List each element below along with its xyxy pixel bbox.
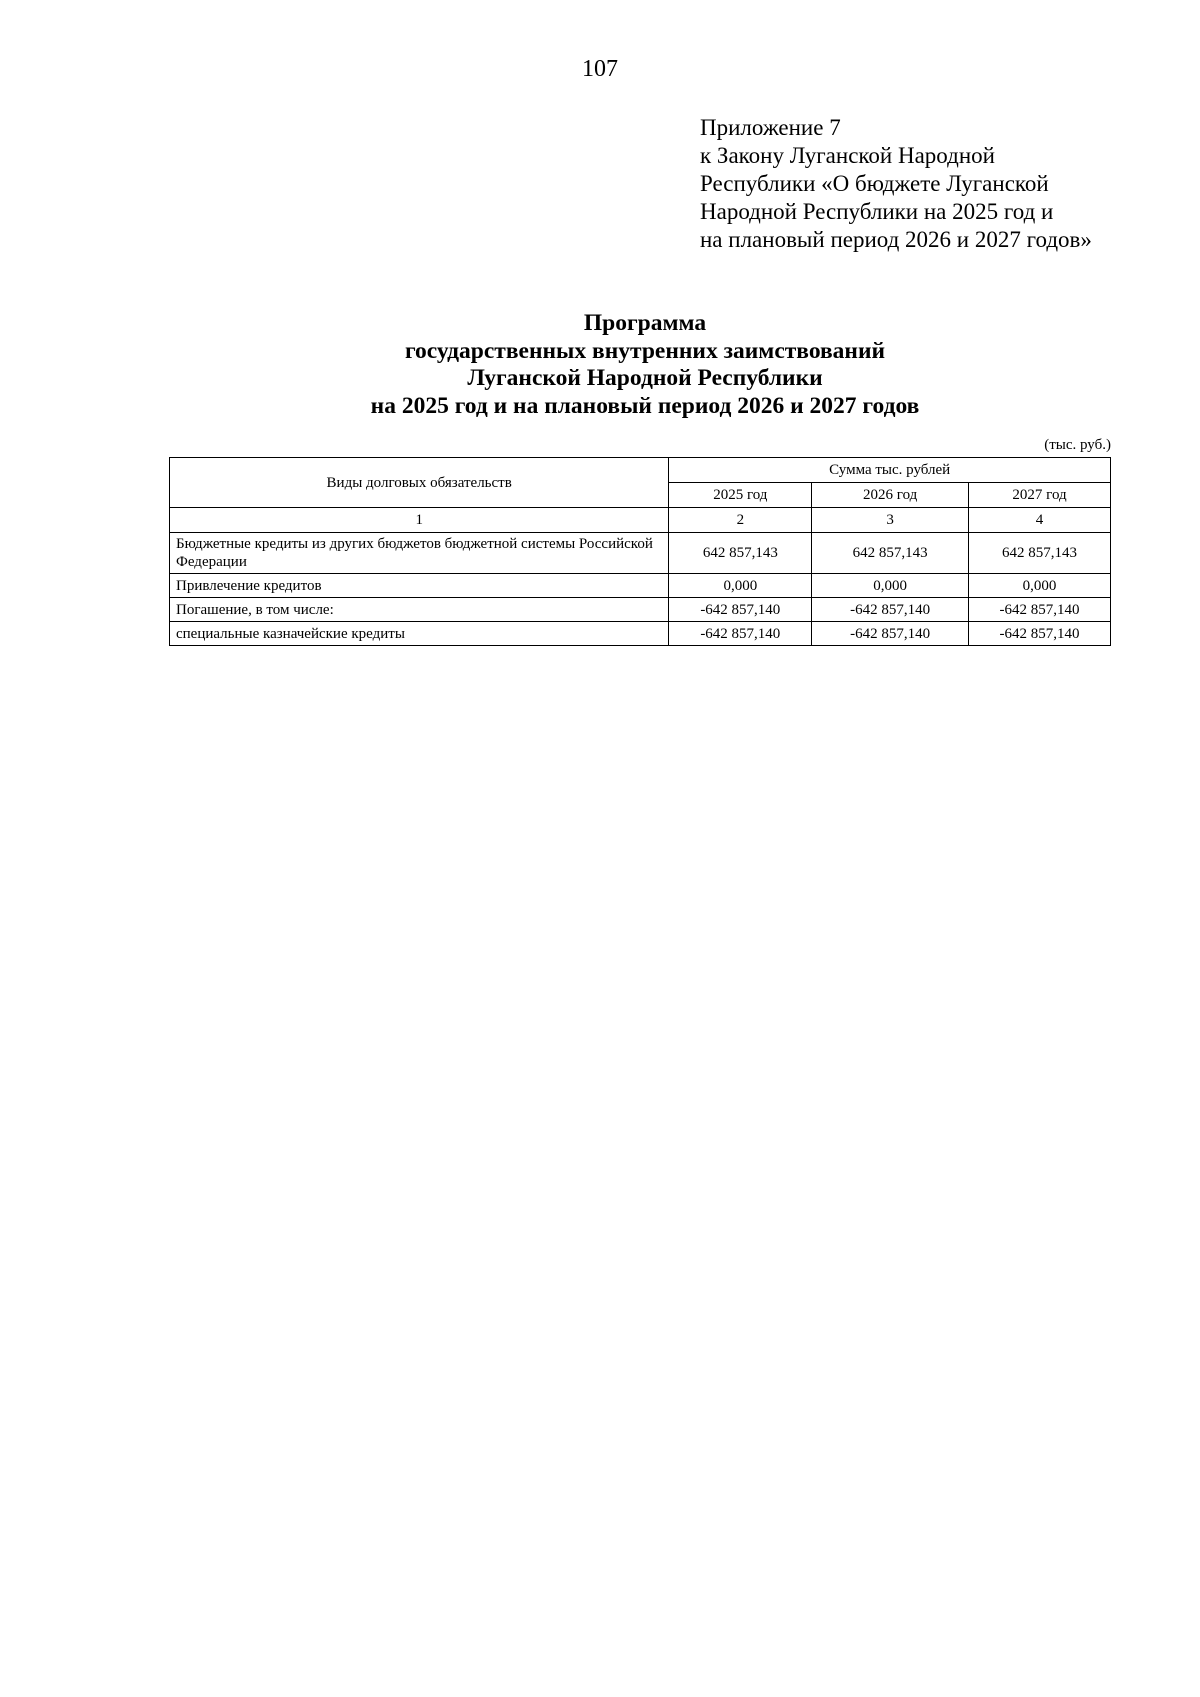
row-label: специальные казначейские кредиты <box>170 622 669 646</box>
row-value: -642 857,140 <box>812 622 969 646</box>
table-row <box>170 533 1111 574</box>
header-year-2027: 2027 год <box>969 483 1111 508</box>
row-value: 642 857,143 <box>669 533 812 574</box>
row-label: Бюджетные кредиты из других бюджетов бюджетной системы Российской Федерации <box>170 533 669 574</box>
row-value: -642 857,140 <box>812 598 969 622</box>
page-number: 107 <box>582 56 618 82</box>
appendix-line: Республики «О бюджете Луганской <box>700 171 1049 196</box>
row-value: 0,000 <box>669 574 812 598</box>
row-label: Привлечение кредитов <box>170 574 669 598</box>
column-number: 2 <box>669 508 812 533</box>
title-line: Луганской Народной Республики <box>467 365 823 391</box>
row-value: 0,000 <box>812 574 969 598</box>
title-line: на 2025 год и на плановый период 2026 и 2027 годов <box>370 392 920 419</box>
header-sum: Сумма тыс. рублей <box>669 458 1111 483</box>
appendix-line: Приложение 7 <box>700 115 841 140</box>
row-label: Погашение, в том числе: <box>170 598 669 622</box>
column-number: 1 <box>170 508 669 533</box>
appendix-note <box>700 114 1092 254</box>
title-line: государственных внутренних заимствований <box>404 337 886 364</box>
appendix-line: на плановый период 2026 и 2027 годов» <box>700 227 1092 252</box>
row-value: -642 857,140 <box>969 622 1111 646</box>
row-value: 0,000 <box>969 574 1111 598</box>
table-row <box>170 622 1111 646</box>
column-number: 3 <box>812 508 969 533</box>
header-debt-type: Виды долговых обязательств <box>170 458 669 508</box>
header-year-2025: 2025 год <box>669 483 812 508</box>
column-number: 4 <box>969 508 1111 533</box>
table-header-row <box>170 458 1111 483</box>
table-row <box>170 598 1111 622</box>
row-value: 642 857,143 <box>812 533 969 574</box>
row-value: -642 857,140 <box>969 598 1111 622</box>
appendix-line: к Закону Луганской Народной <box>700 143 995 168</box>
document-title <box>0 310 1200 420</box>
borrowing-table <box>169 457 1111 646</box>
row-value: -642 857,140 <box>669 598 812 622</box>
row-value: -642 857,140 <box>669 622 812 646</box>
table-column-numbers-row <box>170 508 1111 533</box>
header-year-2026: 2026 год <box>812 483 969 508</box>
units-label: (тыс. руб.) <box>1044 437 1111 453</box>
table-row <box>170 574 1111 598</box>
row-value: 642 857,143 <box>969 533 1111 574</box>
appendix-line: Народной Республики на 2025 год и <box>700 199 1054 224</box>
title-line: Программа <box>583 310 707 336</box>
